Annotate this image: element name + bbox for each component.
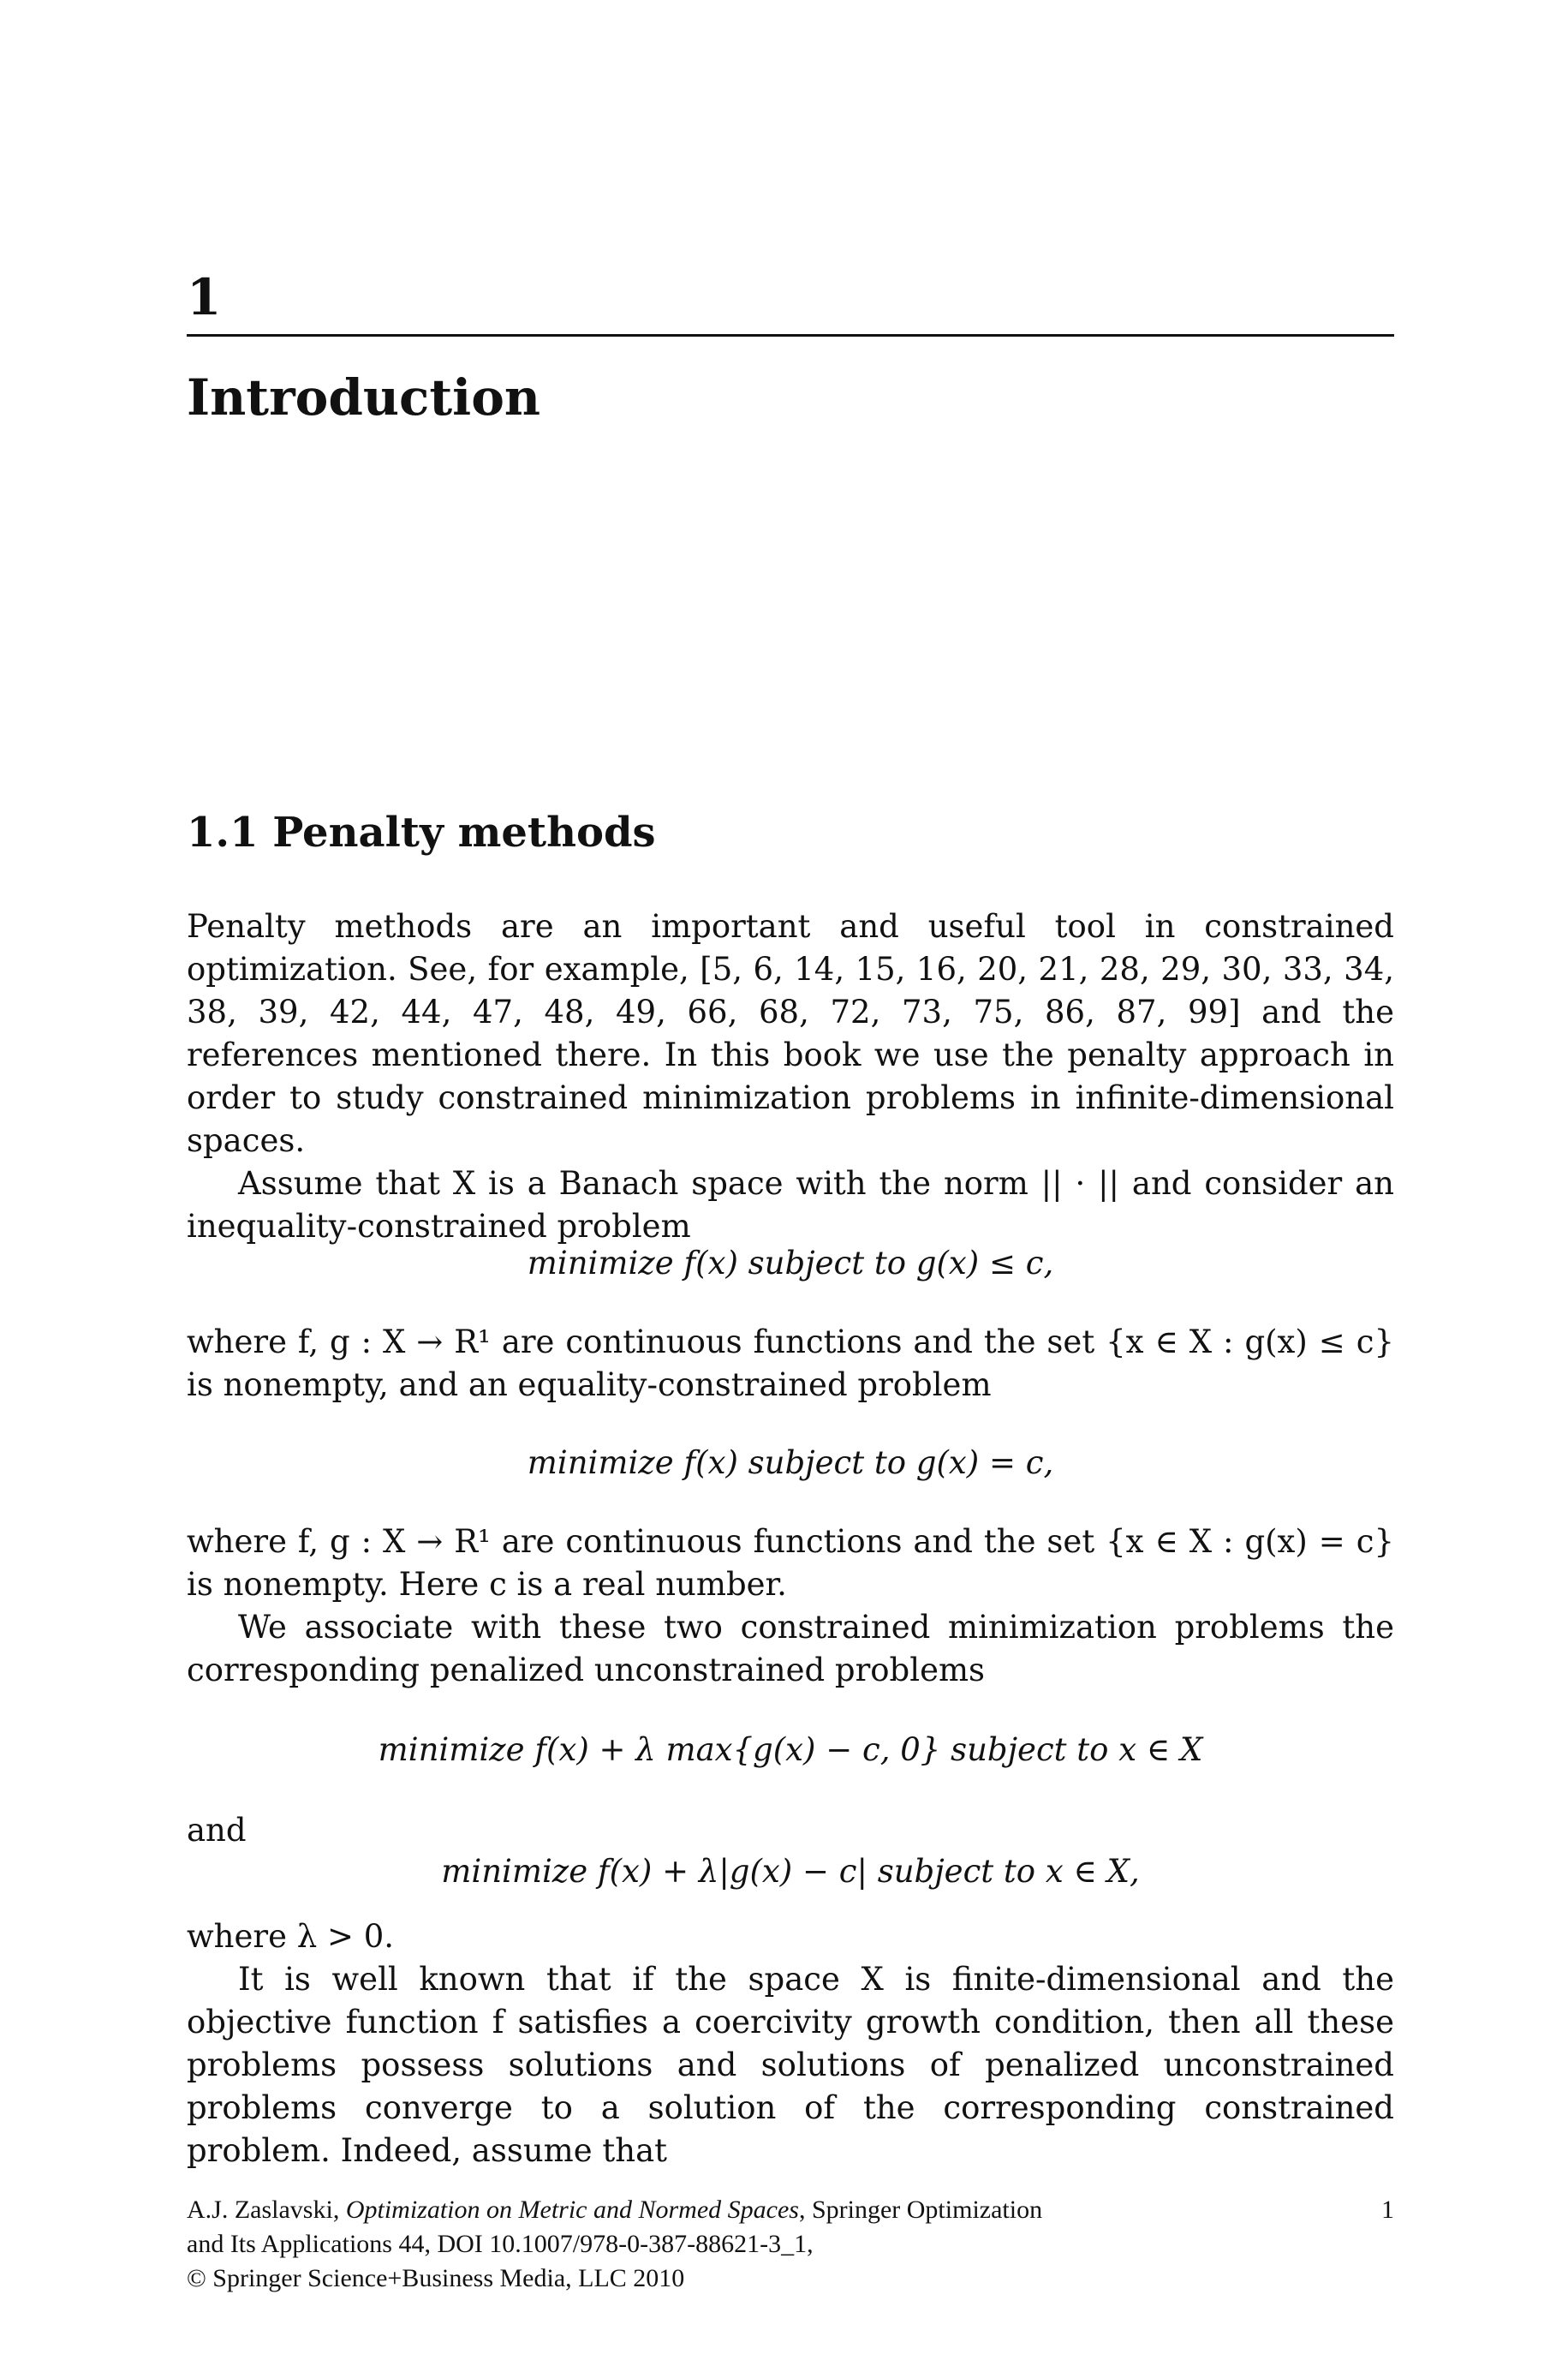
page-number: 1 xyxy=(1381,2196,1394,2224)
section-title: 1.1 Penalty methods xyxy=(187,809,656,857)
footer-line-1 xyxy=(187,2193,1394,2227)
body-text-2 xyxy=(187,1321,1394,1407)
paragraph-and: and xyxy=(187,1812,247,1849)
equation-1-block xyxy=(187,1242,1394,1285)
paragraph-5: We associate with these two constrained minimization problems the corresponding penalized unconstrained problems xyxy=(187,1609,1394,1688)
equation-3-block xyxy=(187,1729,1394,1772)
paragraph-7: It is well known that if the space X is finite-dimensional and the objective function f satisfies a coercivity growth condition, then all these problems possess solutions and solutions of penalized unconstrained problems converge to a solution of the corresponding constrained problem. Indeed, assume that xyxy=(187,1961,1394,2169)
equation-3: minimize f(x) + λ max{g(x) − c, 0} subject to x ∈ X xyxy=(378,1731,1203,1768)
equation-2-block xyxy=(187,1442,1394,1485)
equation-4: minimize f(x) + λ|g(x) − c| subject to x ∈ X, xyxy=(441,1853,1140,1890)
chapter-rule xyxy=(187,334,1394,337)
body-text-5 xyxy=(187,1915,1394,2172)
paragraph-3: where f, g : X → R¹ are continuous functions and the set {x ∈ X : g(x) ≤ c} is nonempty, and an equality-constrained problem xyxy=(187,1323,1394,1403)
paragraph-6: where λ > 0. xyxy=(187,1918,395,1955)
equation-2: minimize f(x) subject to g(x) = c, xyxy=(527,1444,1054,1481)
paragraph-2: Assume that X is a Banach space with the norm || · || and consider an inequality-constrained problem xyxy=(187,1165,1394,1245)
body-text-3 xyxy=(187,1521,1394,1692)
footer-line-3: © Springer Science+Business Media, LLC 2010 xyxy=(187,2264,685,2292)
footer-line-2: and Its Applications 44, DOI 10.1007/978-0-387-88621-3_1, xyxy=(187,2230,814,2258)
footer xyxy=(187,2193,1394,2296)
chapter-title: Introduction xyxy=(187,368,541,427)
equation-1: minimize f(x) subject to g(x) ≤ c, xyxy=(527,1245,1054,1282)
paragraph-4: where f, g : X → R¹ are continuous functions and the set {x ∈ X : g(x) = c} is nonempty. Here c is a real number. xyxy=(187,1523,1394,1603)
footer-book-title: Optimization on Metric and Normed Spaces xyxy=(345,2196,799,2224)
paragraph-1: Penalty methods are an important and useful tool in constrained optimization. See, for example, [5, 6, 14, 15, 16, 20, 21, 28, 29, 30, 33, 34, 38, 39, 42, 44, 47, 48, 49, 66, 68, 72, 73, 75, 86, 87, 99] and the references mentioned there. In this book we use the penalty approach in order to study constrained minimization problems in infinite-dimensional spaces. xyxy=(187,908,1394,1159)
body-text xyxy=(187,905,1394,1248)
chapter-number: 1 xyxy=(187,268,222,326)
footer-series: , Springer Optimization xyxy=(798,2196,1043,2224)
body-text-4 xyxy=(187,1809,1394,1852)
footer-author: A.J. Zaslavski, xyxy=(187,2196,346,2224)
equation-4-block xyxy=(187,1850,1394,1893)
